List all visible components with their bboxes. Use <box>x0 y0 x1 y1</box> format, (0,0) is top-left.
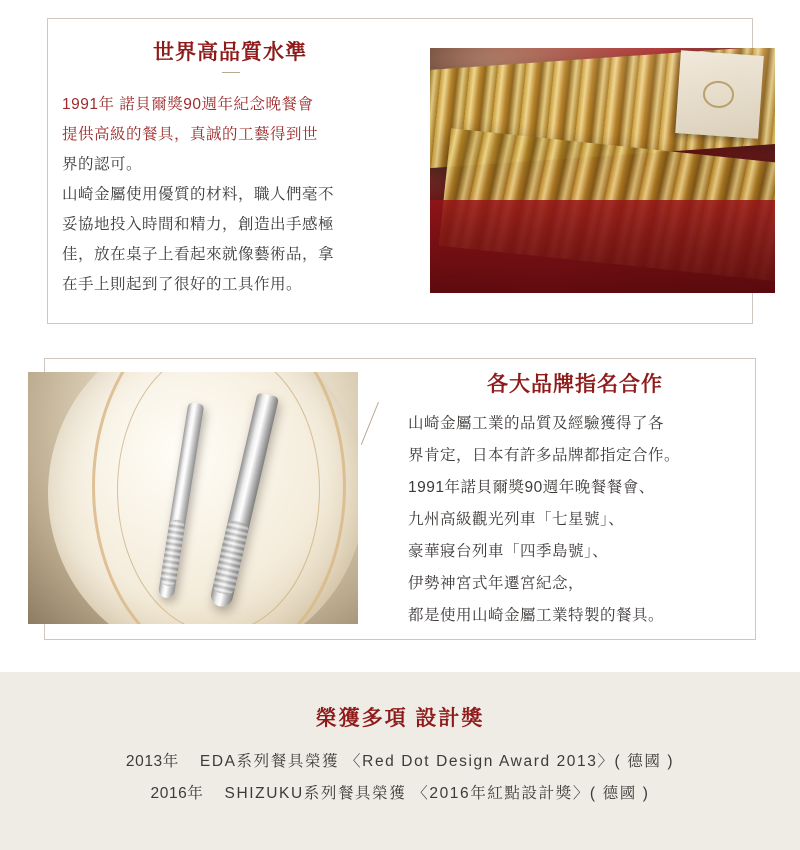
section-world-quality <box>0 0 800 340</box>
section2-body <box>408 408 768 632</box>
awards-list <box>0 746 800 810</box>
section-brand-cooperation <box>0 340 800 660</box>
section1-line-7: 在手上則起到了很好的工具作用。 <box>62 276 303 293</box>
section1-line-2: 提供高級的餐具，真誠的工藝得到世 <box>62 126 319 143</box>
section1-line-6: 佳，放在桌子上看起來就像藝術品，拿 <box>62 246 335 263</box>
section2-line-4: 九州高級觀光列車「七星號」、 <box>408 511 625 528</box>
section2-line-5: 豪華寢台列車「四季島號」、 <box>408 543 609 560</box>
award-year: 2016年 <box>150 785 204 802</box>
section2-line-7: 都是使用山崎金屬工業特製的餐具。 <box>408 607 665 624</box>
award-year: 2013年 <box>125 753 179 770</box>
section2-title: 各大品牌指名合作 <box>487 373 663 396</box>
section1-line-4: 山崎金屬使用優質的材料，職人們毫不 <box>62 186 335 203</box>
section1-line-5: 妥協地投入時間和精力，創造出手感極 <box>62 216 335 233</box>
title-divider <box>222 72 240 73</box>
section1-line-1: 1991年 諾貝爾獎90週年紀念晚餐會 <box>62 96 314 113</box>
section1-body <box>62 90 412 300</box>
award-text: EDA系列餐具榮獲 〈Red Dot Design Award 2013〉( 德國 ) <box>199 753 675 770</box>
section1-title: 世界高品質水準 <box>153 41 307 64</box>
section1-line-3: 界的認可。 <box>62 156 143 173</box>
award-text: SHIZUKU系列餐具榮獲 〈2016年紅點設計獎〉( 德國 ) <box>224 785 650 802</box>
award-row <box>0 778 800 810</box>
section3-title: 榮獲多項 設計獎 <box>315 707 485 730</box>
gold-cutlery-photo <box>430 48 775 293</box>
section-awards <box>0 672 800 850</box>
section2-line-1: 山崎金屬工業的品質及經驗獲得了各 <box>408 415 665 432</box>
photo-gloss-overlay <box>430 48 775 293</box>
award-row <box>0 746 800 778</box>
section2-line-3: 1991年諾貝爾獎90週年晚餐餐會、 <box>408 479 655 496</box>
section2-line-2: 界肯定，日本有許多品牌都指定合作。 <box>408 447 681 464</box>
plate-cutlery-photo <box>28 372 358 624</box>
section2-line-6: 伊勢神宮式年遷宮紀念， <box>408 575 585 592</box>
